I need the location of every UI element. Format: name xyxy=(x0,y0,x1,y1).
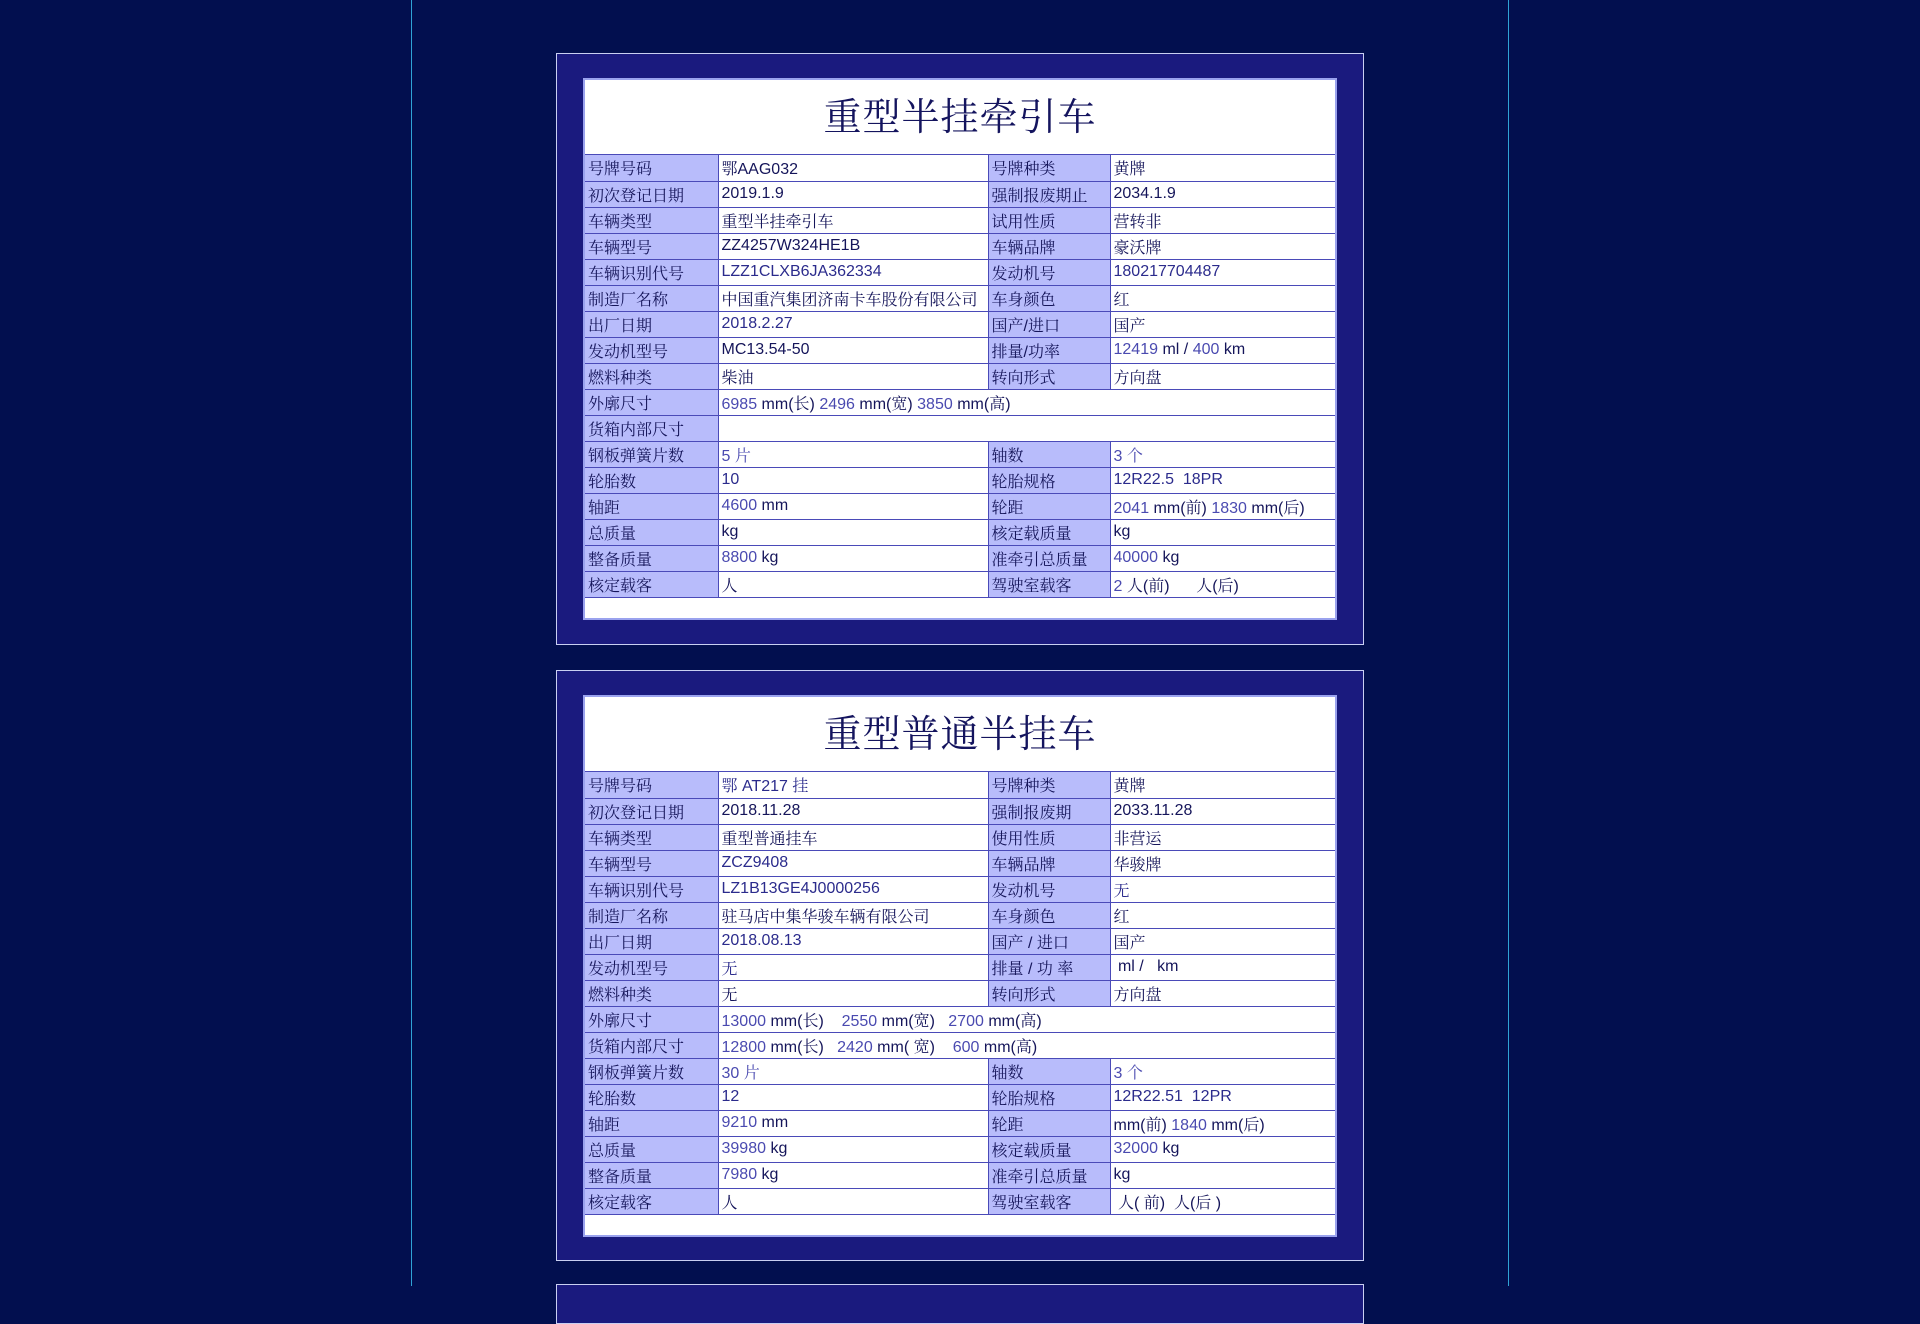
rated-load-value: kg xyxy=(1110,519,1335,545)
reg-date-value: 2018.11.28 xyxy=(718,798,988,824)
reg-date-label: 初次登记日期 xyxy=(585,181,718,207)
passengers-value: 人 xyxy=(718,1188,988,1214)
table-row xyxy=(585,207,1335,233)
gross-label: 总质量 xyxy=(585,519,718,545)
spec-table xyxy=(585,155,1335,598)
table-row xyxy=(585,798,1335,824)
dim-height-unit: mm(高) xyxy=(988,1012,1042,1030)
curb-label: 整备质量 xyxy=(585,545,718,571)
vehicle-card-tractor xyxy=(556,53,1364,645)
spec-table xyxy=(585,772,1335,1215)
displacement-value xyxy=(1110,337,1335,363)
dim-width-unit: mm(宽) xyxy=(881,1012,935,1030)
cargo-length: 12800 xyxy=(721,1038,766,1056)
plate-no-label: 号牌号码 xyxy=(585,155,718,181)
cargo-width-unit: mm( 宽) xyxy=(877,1038,935,1056)
gross-unit: kg xyxy=(770,1140,788,1157)
cab-value xyxy=(1110,1188,1335,1214)
passengers-label: 核定载客 xyxy=(585,571,718,597)
vin-value: LZZ1CLXB6JA362334 xyxy=(718,259,988,285)
track-label: 轮距 xyxy=(988,1110,1110,1136)
tires-label: 轮胎数 xyxy=(585,467,718,493)
mfg-date-value: 2018.2.27 xyxy=(718,311,988,337)
tow-unit: kg xyxy=(1162,549,1180,566)
power-number: 400 xyxy=(1192,341,1220,358)
dim-width: 2550 xyxy=(841,1012,878,1030)
table-row xyxy=(585,155,1335,181)
vin-value: LZ1B13GE4J0000256 xyxy=(718,876,988,902)
tire-spec-value: 12R22.51 12PR xyxy=(1110,1084,1335,1110)
rated-load-unit: kg xyxy=(1162,1140,1180,1157)
table-row xyxy=(585,928,1335,954)
tow-label: 准牵引总质量 xyxy=(988,545,1110,571)
cargo-dims-value xyxy=(718,415,1335,441)
tow-number: 40000 xyxy=(1113,549,1158,566)
track-rear-number: 1830 xyxy=(1211,499,1247,517)
engine-no-label: 发动机号 xyxy=(988,259,1110,285)
table-row xyxy=(585,876,1335,902)
tires-label: 轮胎数 xyxy=(585,1084,718,1110)
table-row xyxy=(585,337,1335,363)
dims-value xyxy=(718,1006,1335,1032)
plate-type-label: 号牌种类 xyxy=(988,772,1110,798)
leaf-value xyxy=(718,441,988,467)
cargo-dims-value xyxy=(718,1032,1335,1058)
usage-label: 使用性质 xyxy=(988,824,1110,850)
curb-value xyxy=(718,1162,988,1188)
vehicle-type-value: 重型普通挂车 xyxy=(718,824,988,850)
table-row xyxy=(585,1136,1335,1162)
displacement-unit: ml xyxy=(1162,341,1180,358)
engine-model-value: MC13.54-50 xyxy=(718,337,988,363)
steering-label: 转向形式 xyxy=(988,363,1110,389)
axles-unit: 个 xyxy=(1126,447,1143,465)
table-row xyxy=(585,233,1335,259)
dims-label: 外廓尺寸 xyxy=(585,389,718,415)
cargo-length-unit: mm(长) xyxy=(770,1038,824,1056)
engine-model-value: 无 xyxy=(718,954,988,980)
table-row xyxy=(585,545,1335,571)
tow-value xyxy=(1110,545,1335,571)
brand-value: 豪沃牌 xyxy=(1110,233,1335,259)
origin-label: 国产/进口 xyxy=(988,311,1110,337)
track-rear-number: 1840 xyxy=(1171,1116,1207,1134)
tow-value: kg xyxy=(1110,1162,1335,1188)
tires-value: 12 xyxy=(718,1084,988,1110)
vehicle-type-label: 车辆类型 xyxy=(585,207,718,233)
displacement-unit: ml xyxy=(1117,958,1135,975)
vehicle-type-value: 重型半挂牵引车 xyxy=(718,207,988,233)
tires-value: 10 xyxy=(718,467,988,493)
displacement-label: 排量/功率 xyxy=(988,337,1110,363)
table-row xyxy=(585,1084,1335,1110)
dim-length: 13000 xyxy=(721,1012,766,1030)
dims-label: 外廓尺寸 xyxy=(585,1006,718,1032)
passengers-value: 人 xyxy=(718,571,988,597)
vehicle-card-next xyxy=(556,1284,1364,1324)
cargo-height-unit: mm(高) xyxy=(983,1038,1038,1056)
axles-number: 3 xyxy=(1113,447,1123,465)
vehicle-type-label: 车辆类型 xyxy=(585,824,718,850)
table-row xyxy=(585,259,1335,285)
dims-value xyxy=(718,389,1335,415)
rated-load-value xyxy=(1110,1136,1335,1162)
cab-rear-unit: 人(后 ) xyxy=(1173,1194,1222,1212)
wheelbase-number: 4600 xyxy=(721,497,758,514)
reg-date-label: 初次登记日期 xyxy=(585,798,718,824)
maker-label: 制造厂名称 xyxy=(585,902,718,928)
slash: / xyxy=(1183,341,1189,358)
curb-number: 7980 xyxy=(721,1166,758,1183)
gross-value: kg xyxy=(718,519,988,545)
curb-unit: kg xyxy=(761,1166,779,1183)
track-rear-unit: mm(后) xyxy=(1251,499,1305,517)
table-row xyxy=(585,1188,1335,1214)
wheelbase-label: 轴距 xyxy=(585,493,718,519)
dim-height: 2700 xyxy=(948,1012,984,1030)
plate-type-label: 号牌种类 xyxy=(988,155,1110,181)
cargo-height: 600 xyxy=(952,1038,980,1056)
dim-length-unit: mm(长) xyxy=(770,1012,824,1030)
power-unit: km xyxy=(1157,958,1179,975)
maker-value: 中国重汽集团济南卡车股份有限公司 xyxy=(718,285,988,311)
displacement-label: 排量 / 功 率 xyxy=(988,954,1110,980)
plate-no-value: 鄂 AT217 挂 xyxy=(718,772,988,798)
dim-height: 3850 xyxy=(917,395,953,413)
cab-label: 驾驶室载客 xyxy=(988,571,1110,597)
table-row xyxy=(585,772,1335,798)
leaf-label: 钢板弹簧片数 xyxy=(585,1058,718,1084)
table-row xyxy=(585,467,1335,493)
dim-width: 2496 xyxy=(819,395,855,413)
axles-label: 轴数 xyxy=(988,441,1110,467)
track-rear-unit: mm(后) xyxy=(1211,1116,1265,1134)
leaf-number: 5 xyxy=(721,447,731,465)
cargo-dims-label: 货箱内部尺寸 xyxy=(585,415,718,441)
scrap-date-label: 强制报废期 xyxy=(988,798,1110,824)
gross-label: 总质量 xyxy=(585,1136,718,1162)
model-label: 车辆型号 xyxy=(585,850,718,876)
table-row xyxy=(585,441,1335,467)
tire-spec-value: 12R22.5 18PR xyxy=(1110,467,1335,493)
brand-label: 车辆品牌 xyxy=(988,850,1110,876)
tire-spec-label: 轮胎规格 xyxy=(988,467,1110,493)
leaf-value xyxy=(718,1058,988,1084)
steering-value: 方向盘 xyxy=(1110,980,1335,1006)
mfg-date-label: 出厂日期 xyxy=(585,928,718,954)
scrap-date-value: 2033.11.28 xyxy=(1110,798,1335,824)
table-row xyxy=(585,571,1335,597)
table-row xyxy=(585,902,1335,928)
table-row xyxy=(585,493,1335,519)
dim-width-unit: mm(宽) xyxy=(859,395,913,413)
origin-value: 国产 xyxy=(1110,311,1335,337)
table-row xyxy=(585,850,1335,876)
plate-no-label: 号牌号码 xyxy=(585,772,718,798)
wheelbase-unit: mm xyxy=(761,497,789,514)
usage-value: 非营运 xyxy=(1110,824,1335,850)
table-row xyxy=(585,824,1335,850)
fuel-label: 燃料种类 xyxy=(585,980,718,1006)
wheelbase-number: 9210 xyxy=(721,1114,758,1131)
tire-spec-label: 轮胎规格 xyxy=(988,1084,1110,1110)
fuel-value: 无 xyxy=(718,980,988,1006)
scrap-date-label: 强制报废期止 xyxy=(988,181,1110,207)
dim-height-unit: mm(高) xyxy=(957,395,1011,413)
cab-front-number: 2 xyxy=(1113,577,1123,595)
usage-value: 营转非 xyxy=(1110,207,1335,233)
vin-label: 车辆识别代号 xyxy=(585,876,718,902)
wheelbase-value xyxy=(718,493,988,519)
table-row xyxy=(585,363,1335,389)
curb-value xyxy=(718,545,988,571)
vehicle-spec-sheet xyxy=(583,78,1337,620)
leaf-unit: 片 xyxy=(743,1064,760,1082)
table-row xyxy=(585,980,1335,1006)
wheelbase-unit: mm xyxy=(761,1114,789,1131)
table-row xyxy=(585,954,1335,980)
sheet-title: 重型半挂牵引车 xyxy=(585,80,1335,155)
curb-label: 整备质量 xyxy=(585,1162,718,1188)
power-unit: km xyxy=(1223,341,1246,358)
plate-no-value: 鄂AAG032 xyxy=(718,155,988,181)
engine-no-value: 180217704487 xyxy=(1110,259,1335,285)
table-row xyxy=(585,181,1335,207)
cab-rear-unit: 人(后) xyxy=(1196,577,1239,595)
table-row xyxy=(585,389,1335,415)
maker-label: 制造厂名称 xyxy=(585,285,718,311)
vehicle-spec-sheet xyxy=(583,695,1337,1237)
rated-load-number: 32000 xyxy=(1113,1140,1158,1157)
table-row xyxy=(585,311,1335,337)
model-value: ZCZ9408 xyxy=(718,850,988,876)
curb-number: 8800 xyxy=(721,549,758,566)
cab-value xyxy=(1110,571,1335,597)
plate-type-value: 黄牌 xyxy=(1110,155,1335,181)
wheelbase-label: 轴距 xyxy=(585,1110,718,1136)
maker-value: 驻马店中集华骏车辆有限公司 xyxy=(718,902,988,928)
passengers-label: 核定载客 xyxy=(585,1188,718,1214)
leaf-label: 钢板弹簧片数 xyxy=(585,441,718,467)
brand-value: 华骏牌 xyxy=(1110,850,1335,876)
engine-no-value: 无 xyxy=(1110,876,1335,902)
axles-value xyxy=(1110,1058,1335,1084)
plate-type-value: 黄牌 xyxy=(1110,772,1335,798)
steering-label: 转向形式 xyxy=(988,980,1110,1006)
track-front-unit: mm(前) xyxy=(1153,499,1207,517)
axles-value xyxy=(1110,441,1335,467)
cab-front-unit: 人( 前) xyxy=(1117,1194,1166,1212)
axles-number: 3 xyxy=(1113,1064,1123,1082)
engine-model-label: 发动机型号 xyxy=(585,954,718,980)
color-value: 红 xyxy=(1110,285,1335,311)
table-row xyxy=(585,1032,1335,1058)
track-front-unit: mm(前) xyxy=(1113,1116,1167,1134)
fuel-label: 燃料种类 xyxy=(585,363,718,389)
table-row xyxy=(585,519,1335,545)
track-value xyxy=(1110,1110,1335,1136)
color-label: 车身颜色 xyxy=(988,902,1110,928)
rated-load-label: 核定载质量 xyxy=(988,519,1110,545)
table-row xyxy=(585,1058,1335,1084)
vehicle-card-trailer xyxy=(556,670,1364,1261)
reg-date-value: 2019.1.9 xyxy=(718,181,988,207)
slash: / xyxy=(1139,958,1144,975)
rated-load-label: 核定载质量 xyxy=(988,1136,1110,1162)
table-row xyxy=(585,1162,1335,1188)
track-label: 轮距 xyxy=(988,493,1110,519)
dim-length-unit: mm(长) xyxy=(761,395,815,413)
model-value: ZZ4257W324HE1B xyxy=(718,233,988,259)
track-value xyxy=(1110,493,1335,519)
tow-label: 准牵引总质量 xyxy=(988,1162,1110,1188)
color-label: 车身颜色 xyxy=(988,285,1110,311)
table-row xyxy=(585,415,1335,441)
curb-unit: kg xyxy=(761,549,779,566)
displacement-value xyxy=(1110,954,1335,980)
fuel-value: 柴油 xyxy=(718,363,988,389)
cab-front-unit: 人(前) xyxy=(1126,577,1170,595)
usage-label: 试用性质 xyxy=(988,207,1110,233)
cargo-width: 2420 xyxy=(837,1038,873,1056)
leaf-unit: 片 xyxy=(734,447,751,465)
gross-number: 39980 xyxy=(721,1140,766,1157)
model-label: 车辆型号 xyxy=(585,233,718,259)
displacement-number: 12419 xyxy=(1113,341,1158,358)
scrap-date-value: 2034.1.9 xyxy=(1110,181,1335,207)
steering-value: 方向盘 xyxy=(1110,363,1335,389)
origin-label: 国产 / 进口 xyxy=(988,928,1110,954)
wheelbase-value xyxy=(718,1110,988,1136)
color-value: 红 xyxy=(1110,902,1335,928)
vin-label: 车辆识别代号 xyxy=(585,259,718,285)
leaf-number: 30 xyxy=(721,1064,740,1082)
sheet-title: 重型普通半挂车 xyxy=(585,697,1335,772)
track-front-number: 2041 xyxy=(1113,499,1150,517)
table-row xyxy=(585,1110,1335,1136)
dim-length: 6985 xyxy=(721,395,758,413)
axles-unit: 个 xyxy=(1126,1064,1143,1082)
axles-label: 轴数 xyxy=(988,1058,1110,1084)
mfg-date-label: 出厂日期 xyxy=(585,311,718,337)
table-row xyxy=(585,1006,1335,1032)
cargo-dims-label: 货箱内部尺寸 xyxy=(585,1032,718,1058)
mfg-date-value: 2018.08.13 xyxy=(718,928,988,954)
engine-no-label: 发动机号 xyxy=(988,876,1110,902)
gross-value xyxy=(718,1136,988,1162)
cab-label: 驾驶室载客 xyxy=(988,1188,1110,1214)
origin-value: 国产 xyxy=(1110,928,1335,954)
engine-model-label: 发动机型号 xyxy=(585,337,718,363)
table-row xyxy=(585,285,1335,311)
brand-label: 车辆品牌 xyxy=(988,233,1110,259)
